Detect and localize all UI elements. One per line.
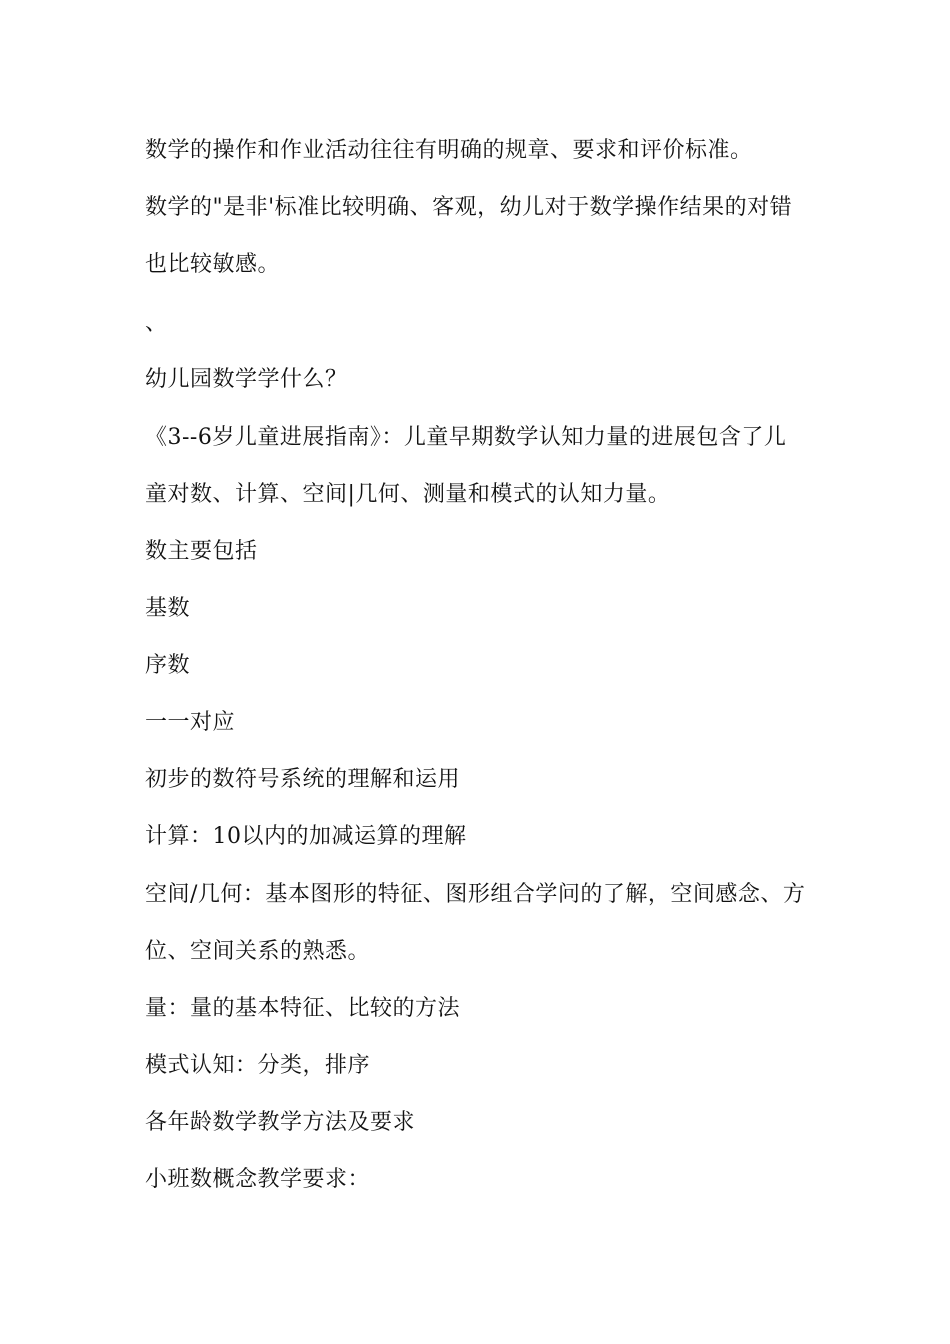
text-line-14: 空间/几何：基本图形的特征、图形组合学问的了解，空间感念、方	[145, 882, 806, 907]
text-line-3: 也比较敏感。	[145, 252, 281, 277]
text-line-13: 计算：10以内的加减运算的理解	[145, 824, 467, 849]
text-line-16: 量：量的基本特征、比较的方法	[145, 996, 461, 1021]
text-line-10: 序数	[145, 653, 191, 678]
text-line-7: 童对数、计算、空间|几何、测量和模式的认知力量。	[145, 482, 671, 507]
text-line-4: 、	[145, 311, 168, 336]
text-line-19: 小班数概念教学要求：	[145, 1167, 371, 1192]
text-line-11: 一一对应	[145, 710, 236, 735]
text-line-18: 各年龄数学教学方法及要求	[145, 1110, 416, 1135]
text-line-2: 数学的"是非'标准比较明确、客观，幼儿对于数学操作结果的对错	[145, 195, 793, 220]
section-heading-what-to-learn: 幼儿园数学学什么？	[145, 367, 348, 392]
text-line-15: 位、空间关系的熟悉。	[145, 939, 371, 964]
text-line-17: 模式认知：分类，排序	[145, 1053, 371, 1078]
text-line-9: 基数	[145, 596, 191, 621]
text-line-8: 数主要包括	[145, 539, 258, 564]
text-line-6: 《3--6岁儿童进展指南》：儿童早期数学认知力量的进展包含了儿	[145, 425, 787, 450]
text-line-12: 初步的数符号系统的理解和运用	[145, 767, 461, 792]
text-line-1: 数学的操作和作业活动往往有明确的规章、要求和评价标准。	[145, 138, 753, 163]
